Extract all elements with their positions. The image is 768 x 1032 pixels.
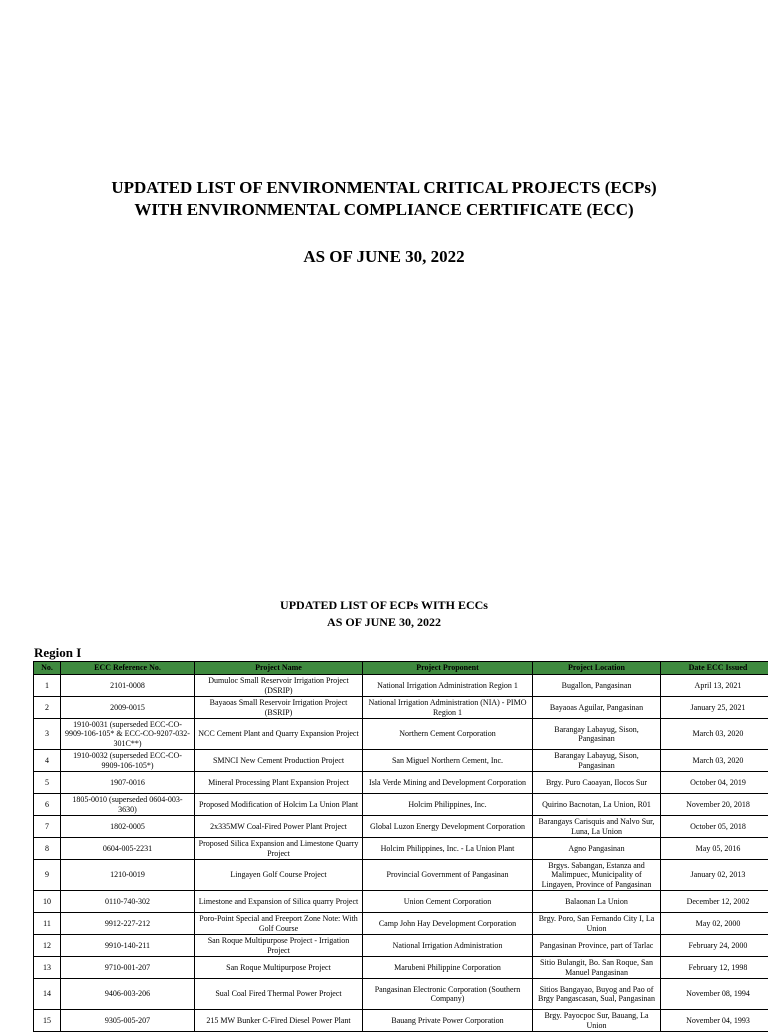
cell-no: 8 bbox=[34, 838, 61, 860]
cell-location: Balaonan La Union bbox=[533, 891, 661, 913]
cell-date: October 05, 2018 bbox=[661, 816, 768, 838]
column-header-ecc-ref: ECC Reference No. bbox=[61, 662, 195, 675]
column-header-location: Project Location bbox=[533, 662, 661, 675]
table-row bbox=[34, 957, 768, 979]
region-heading: Region I bbox=[34, 645, 81, 661]
cell-date: March 03, 2020 bbox=[661, 719, 768, 750]
cell-date: May 05, 2016 bbox=[661, 838, 768, 860]
cell-project-name: Proposed Modification of Holcim La Union Plant bbox=[195, 794, 363, 816]
cell-location: Barangay Labayug, Sison, Pangasinan bbox=[533, 750, 661, 772]
cell-no: 2 bbox=[34, 697, 61, 719]
table-row bbox=[34, 719, 768, 750]
table-row bbox=[34, 913, 768, 935]
cell-date: March 03, 2020 bbox=[661, 750, 768, 772]
cell-date: January 25, 2021 bbox=[661, 697, 768, 719]
cell-ecc-ref: 1907-0016 bbox=[61, 772, 195, 794]
table-row bbox=[34, 935, 768, 957]
cell-no: 4 bbox=[34, 750, 61, 772]
table-row bbox=[34, 1010, 768, 1032]
cell-ecc-ref: 9710-001-207 bbox=[61, 957, 195, 979]
cell-no: 10 bbox=[34, 891, 61, 913]
cell-no: 11 bbox=[34, 913, 61, 935]
cell-ecc-ref: 9305-005-207 bbox=[61, 1010, 195, 1032]
table-row bbox=[34, 838, 768, 860]
cell-date: April 13, 2021 bbox=[661, 675, 768, 697]
cell-date: November 08, 1994 bbox=[661, 979, 768, 1010]
cell-location: Brgy. Puro Caoayan, Ilocos Sur bbox=[533, 772, 661, 794]
cell-project-name: Lingayen Golf Course Project bbox=[195, 860, 363, 891]
column-header-no: No. bbox=[34, 662, 61, 675]
table-row bbox=[34, 794, 768, 816]
cell-date: November 20, 2018 bbox=[661, 794, 768, 816]
cell-no: 14 bbox=[34, 979, 61, 1010]
cell-no: 9 bbox=[34, 860, 61, 891]
cell-no: 13 bbox=[34, 957, 61, 979]
cell-proponent: National Irrigation Administration (NIA) - PIMO Region 1 bbox=[363, 697, 533, 719]
table-row bbox=[34, 675, 768, 697]
cell-ecc-ref: 1210-0019 bbox=[61, 860, 195, 891]
table-row bbox=[34, 697, 768, 719]
cell-ecc-ref: 9406-003-206 bbox=[61, 979, 195, 1010]
cell-proponent: Holcim Philippines, Inc. bbox=[363, 794, 533, 816]
cell-project-name: Mineral Processing Plant Expansion Project bbox=[195, 772, 363, 794]
table-row bbox=[34, 979, 768, 1010]
cell-proponent: Camp John Hay Development Corporation bbox=[363, 913, 533, 935]
cell-proponent: Holcim Philippines, Inc. - La Union Plant bbox=[363, 838, 533, 860]
cell-ecc-ref: 0604-005-2231 bbox=[61, 838, 195, 860]
cell-location: Bayaoas Aguilar, Pangasinan bbox=[533, 697, 661, 719]
cell-project-name: Sual Coal Fired Thermal Power Project bbox=[195, 979, 363, 1010]
cell-proponent: National Irrigation Administration Region 1 bbox=[363, 675, 533, 697]
cell-project-name: Bayaoas Small Reservoir Irrigation Project (BSRIP) bbox=[195, 697, 363, 719]
cell-location: Sitio Bulangit, Bo. San Roque, San Manuel Pangasinan bbox=[533, 957, 661, 979]
table-row bbox=[34, 860, 768, 891]
cell-location: Barangay Labayug, Sison, Pangasinan bbox=[533, 719, 661, 750]
table-row bbox=[34, 750, 768, 772]
cell-project-name: San Roque Multipurpose Project - Irrigation Project bbox=[195, 935, 363, 957]
cell-proponent: Union Cement Corporation bbox=[363, 891, 533, 913]
cell-no: 15 bbox=[34, 1010, 61, 1032]
cell-date: January 02, 2013 bbox=[661, 860, 768, 891]
table-row bbox=[34, 772, 768, 794]
cell-ecc-ref: 9912-227-212 bbox=[61, 913, 195, 935]
cell-date: December 12, 2002 bbox=[661, 891, 768, 913]
cell-location: Brgy. Payocpoc Sur, Bauang, La Union bbox=[533, 1010, 661, 1032]
cell-no: 12 bbox=[34, 935, 61, 957]
table-title-line-2: AS OF JUNE 30, 2022 bbox=[0, 614, 768, 631]
cell-proponent: Global Luzon Energy Development Corporation bbox=[363, 816, 533, 838]
cell-location: Brgy. Poro, San Fernando City I, La Union bbox=[533, 913, 661, 935]
cell-location: Pangasinan Province, part of Tarlac bbox=[533, 935, 661, 957]
title-line-2: WITH ENVIRONMENTAL COMPLIANCE CERTIFICATE (ECC) bbox=[0, 199, 768, 221]
cell-project-name: Proposed Silica Expansion and Limestone Quarry Project bbox=[195, 838, 363, 860]
cell-location: Bugallon, Pangasinan bbox=[533, 675, 661, 697]
title-line-1: UPDATED LIST OF ENVIRONMENTAL CRITICAL PROJECTS (ECPs) bbox=[0, 177, 768, 199]
cell-location: Agno Pangasinan bbox=[533, 838, 661, 860]
cell-location: Sitios Bangayao, Buyog and Pao of Brgy Pangascasan, Sual, Pangasinan bbox=[533, 979, 661, 1010]
cell-ecc-ref: 1805-0010 (superseded 0604-003-3630) bbox=[61, 794, 195, 816]
cell-project-name: 2x335MW Coal-Fired Power Plant Project bbox=[195, 816, 363, 838]
table-title-line-1: UPDATED LIST OF ECPs WITH ECCs bbox=[0, 597, 768, 614]
cell-no: 5 bbox=[34, 772, 61, 794]
table-title bbox=[0, 597, 768, 631]
table-row bbox=[34, 891, 768, 913]
cell-project-name: 215 MW Bunker C-Fired Diesel Power Plant bbox=[195, 1010, 363, 1032]
cell-date: February 12, 1998 bbox=[661, 957, 768, 979]
cell-proponent: National Irrigation Administration bbox=[363, 935, 533, 957]
table-header-row bbox=[34, 662, 768, 675]
cell-ecc-ref: 1910-0031 (superseded ECC-CO-9909-106-105* & ECC-CO-9207-032-301C**) bbox=[61, 719, 195, 750]
cell-ecc-ref: 1910-0032 (superseded ECC-CO-9909-106-105*) bbox=[61, 750, 195, 772]
cell-proponent: Northern Cement Corporation bbox=[363, 719, 533, 750]
cell-location: Brgys. Sabangan, Estanza and Malimpuec, Municipality of Lingayen, Province of Pangasinan bbox=[533, 860, 661, 891]
ecp-table bbox=[33, 661, 768, 1032]
table-row bbox=[34, 816, 768, 838]
cell-location: Barangays Carisquis and Nalvo Sur, Luna, La Union bbox=[533, 816, 661, 838]
cell-date: May 02, 2000 bbox=[661, 913, 768, 935]
cell-ecc-ref: 9910-140-211 bbox=[61, 935, 195, 957]
cell-project-name: Poro-Point Special and Freeport Zone Note: With Golf Course bbox=[195, 913, 363, 935]
cell-no: 3 bbox=[34, 719, 61, 750]
cell-location: Quirino Bacnotan, La Union, R01 bbox=[533, 794, 661, 816]
cell-proponent: Bauang Private Power Corporation bbox=[363, 1010, 533, 1032]
cell-proponent: Marubeni Philippine Corporation bbox=[363, 957, 533, 979]
cell-ecc-ref: 2009-0015 bbox=[61, 697, 195, 719]
cell-proponent: Isla Verde Mining and Development Corporation bbox=[363, 772, 533, 794]
cell-no: 7 bbox=[34, 816, 61, 838]
cell-date: October 04, 2019 bbox=[661, 772, 768, 794]
cell-proponent: San Miguel Northern Cement, Inc. bbox=[363, 750, 533, 772]
cell-ecc-ref: 0110-740-302 bbox=[61, 891, 195, 913]
cell-ecc-ref: 1802-0005 bbox=[61, 816, 195, 838]
cell-date: February 24, 2000 bbox=[661, 935, 768, 957]
cell-no: 1 bbox=[34, 675, 61, 697]
cell-project-name: SMNCI New Cement Production Project bbox=[195, 750, 363, 772]
cell-project-name: San Roque Multipurpose Project bbox=[195, 957, 363, 979]
cell-proponent: Pangasinan Electronic Corporation (Southern Company) bbox=[363, 979, 533, 1010]
cell-proponent: Provincial Government of Pangasinan bbox=[363, 860, 533, 891]
column-header-date: Date ECC Issued bbox=[661, 662, 768, 675]
cell-project-name: Dumuloc Small Reservoir Irrigation Project (DSRIP) bbox=[195, 675, 363, 697]
cell-ecc-ref: 2101-0008 bbox=[61, 675, 195, 697]
document-title bbox=[0, 177, 768, 221]
cell-project-name: Limestone and Expansion of Silica quarry Project bbox=[195, 891, 363, 913]
cell-no: 6 bbox=[34, 794, 61, 816]
cell-project-name: NCC Cement Plant and Quarry Expansion Project bbox=[195, 719, 363, 750]
column-header-project-name: Project Name bbox=[195, 662, 363, 675]
cell-date: November 04, 1993 bbox=[661, 1010, 768, 1032]
as-of-date: AS OF JUNE 30, 2022 bbox=[0, 246, 768, 268]
column-header-proponent: Project Proponent bbox=[363, 662, 533, 675]
